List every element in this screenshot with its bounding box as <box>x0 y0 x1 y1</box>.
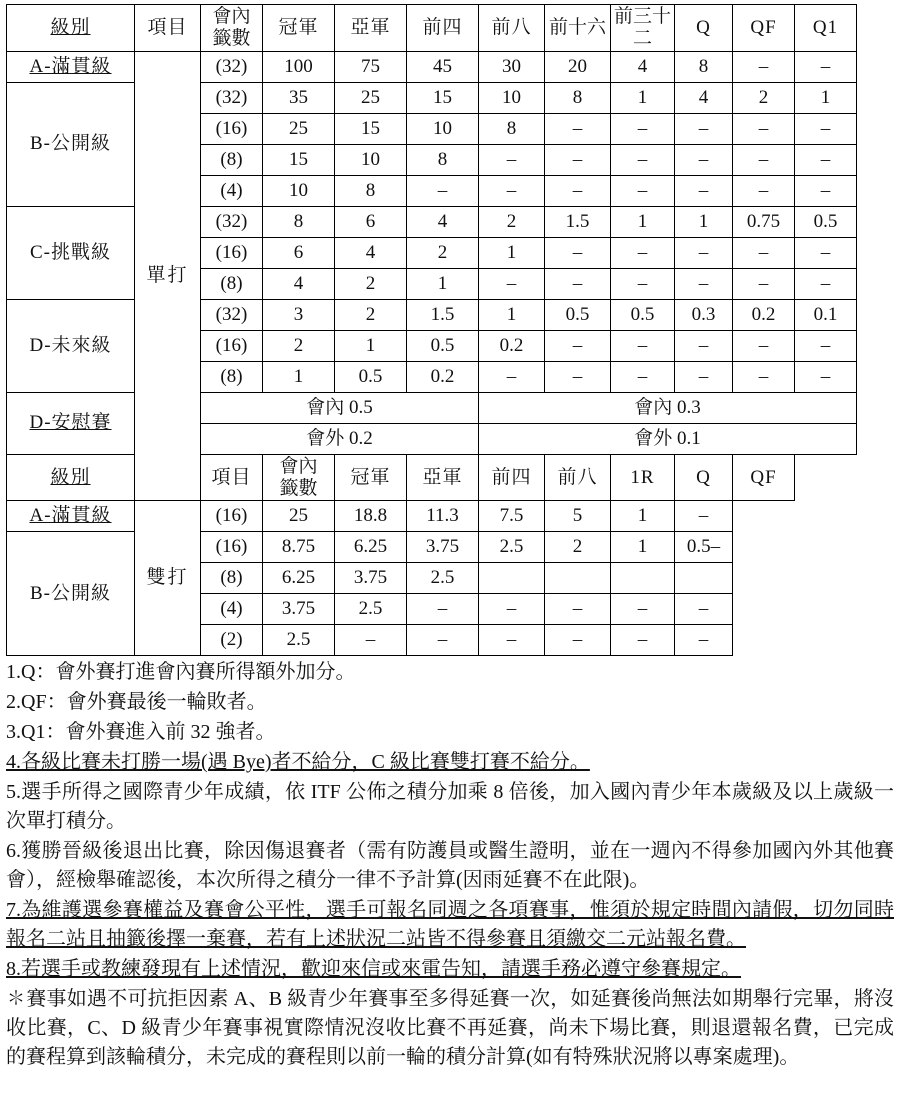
cell-q: 1 <box>675 206 733 237</box>
cell-runner-up: 8 <box>335 175 407 206</box>
cell-runner-up: 2.5 <box>335 594 407 625</box>
level-a: A-滿貫級 <box>7 51 135 82</box>
cell-champion: 4 <box>263 268 335 299</box>
cell-top4: 15 <box>407 82 479 113</box>
col-q-doubles: Q <box>675 454 733 501</box>
cell-top16: – <box>545 330 611 361</box>
cell-q <box>611 563 675 594</box>
cell-top16: 1.5 <box>545 206 611 237</box>
draw-size: (32) <box>201 51 263 82</box>
cell-top8: – <box>479 594 545 625</box>
cell-q: 1 <box>611 532 675 563</box>
col-runner-up: 亞軍 <box>335 5 407 52</box>
cell-1r: – <box>545 594 611 625</box>
col-q: Q <box>675 5 733 52</box>
cell-qf: – <box>675 501 733 532</box>
note-9: ✽賽事如遇不可抗拒因素 A、B 級青少年賽事至多得延賽一次，如延賽後尚無法如期舉行完畢，將沒收比賽，C、D 級青少年賽事視實際情況沒收比賽不再延賽，尚未下場比賽，則退還報名費，已完成的賽程算到該輪積分，未完成的賽程則以前一輪的積分計算(如有特殊狀況將以專案處理)。 <box>6 988 894 1069</box>
draw-size: (4) <box>201 175 263 206</box>
cell-q1: – <box>795 175 857 206</box>
cell-top8: 2.5 <box>479 532 545 563</box>
cell-q1: – <box>795 51 857 82</box>
cell-top4: 2.5 <box>407 563 479 594</box>
level-c: C-挑戰級 <box>7 206 135 299</box>
cell-top8: 10 <box>479 82 545 113</box>
cell-top16: – <box>545 144 611 175</box>
cell-runner-up: 3.75 <box>335 563 407 594</box>
cell-champion: 25 <box>263 113 335 144</box>
draw-size: (32) <box>201 206 263 237</box>
cell-top8: 1 <box>479 237 545 268</box>
cell-q: 0.3 <box>675 299 733 330</box>
cell-q1: 0.5 <box>795 206 857 237</box>
cell-qf <box>675 563 733 594</box>
col-runner-up-doubles: 亞軍 <box>407 454 479 501</box>
cell-q1: – <box>795 144 857 175</box>
col-draw-size-doubles-line2: 籤數 <box>279 477 318 499</box>
spacer-cell-10 <box>795 594 857 625</box>
cell-q: – <box>611 594 675 625</box>
cell-q: 4 <box>675 82 733 113</box>
level-b-doubles: B-公開級 <box>7 532 135 656</box>
note-1: 1.Q：會外賽打進會內賽所得額外加分。 <box>6 661 356 684</box>
level-d-consolation: D-安慰賽 <box>7 392 135 454</box>
cell-qf: – <box>675 625 733 656</box>
cell-champion: 1 <box>263 361 335 392</box>
col-level-doubles: 級別 <box>7 454 135 501</box>
col-draw-size-line1: 會內 <box>212 6 251 27</box>
col-1r-doubles: 1R <box>611 454 675 501</box>
cell-qf: – <box>733 113 795 144</box>
cell-top8: 1 <box>479 299 545 330</box>
cell-top32: 1 <box>611 82 675 113</box>
spacer-cell-5 <box>733 532 795 563</box>
cell-top4: 3.75 <box>407 532 479 563</box>
draw-size: (2) <box>201 625 263 656</box>
spacer-cell-12 <box>795 625 857 656</box>
cell-runner-up: 6.25 <box>335 532 407 563</box>
note-7: 7.為維護選參賽權益及賽會公平性，選手可報名同週之各項賽事，惟須於規定時間內請假，切勿同時報名二站且抽籤後擇一棄賽，若有上述狀況二站皆不得參賽且須繳交二元站報名費。 <box>6 899 894 951</box>
cell-q: 1 <box>611 501 675 532</box>
cell-top4: 1.5 <box>407 299 479 330</box>
cell-qf: – <box>733 361 795 392</box>
level-b: B-公開級 <box>7 82 135 206</box>
cell-top32: 4 <box>611 51 675 82</box>
table-header-row <box>7 5 894 52</box>
cell-q: – <box>675 330 733 361</box>
level-a-doubles: A-滿貫級 <box>7 501 135 532</box>
consolation-in-2: 會外 0.2 <box>201 423 479 454</box>
cell-qf: – <box>733 330 795 361</box>
col-qf: QF <box>733 5 795 52</box>
cell-top8: – <box>479 175 545 206</box>
note-3: 3.Q1：會外賽進入前 32 強者。 <box>6 721 276 744</box>
cell-q1: 0.1 <box>795 299 857 330</box>
cell-champion: 2.5 <box>263 625 335 656</box>
cell-champion: 3 <box>263 299 335 330</box>
cell-top32: 0.5 <box>611 299 675 330</box>
draw-size: (32) <box>201 299 263 330</box>
cell-top8 <box>479 563 545 594</box>
col-draw-size-doubles <box>263 454 335 501</box>
cell-champion: 3.75 <box>263 594 335 625</box>
cell-runner-up: – <box>335 625 407 656</box>
cell-qf: – <box>733 175 795 206</box>
cell-champion: 2 <box>263 330 335 361</box>
cell-champion: 35 <box>263 82 335 113</box>
cell-qf: – <box>733 268 795 299</box>
cell-q1: – <box>795 237 857 268</box>
cell-q: 8 <box>675 51 733 82</box>
draw-size: (8) <box>201 361 263 392</box>
spacer-cell-3 <box>733 501 795 532</box>
draw-size: (16) <box>201 330 263 361</box>
cell-qf: – <box>733 51 795 82</box>
event-singles: 單打 <box>135 51 201 501</box>
notes-section <box>6 658 894 1072</box>
cell-top16: – <box>545 361 611 392</box>
cell-qf: – <box>733 237 795 268</box>
cell-q: – <box>675 361 733 392</box>
spacer-cell-2 <box>857 454 894 501</box>
cell-runner-up: 6 <box>335 206 407 237</box>
cell-top16: – <box>545 268 611 299</box>
cell-top8: 30 <box>479 51 545 82</box>
cell-runner-up: 4 <box>335 237 407 268</box>
cell-top8: – <box>479 144 545 175</box>
cell-top32: – <box>611 237 675 268</box>
cell-top4: 0.5 <box>407 330 479 361</box>
draw-size: (16) <box>201 113 263 144</box>
cell-top4: – <box>407 625 479 656</box>
cell-top32: – <box>611 330 675 361</box>
cell-q1: – <box>795 268 857 299</box>
col-q1: Q1 <box>795 5 857 52</box>
cell-q1: – <box>795 113 857 144</box>
cell-q1: – <box>795 330 857 361</box>
draw-size: (8) <box>201 268 263 299</box>
cell-qf: – <box>733 144 795 175</box>
col-event-doubles: 項目 <box>201 454 263 501</box>
cell-top32: – <box>611 361 675 392</box>
cell-top16: – <box>545 175 611 206</box>
cell-champion: 6 <box>263 237 335 268</box>
spacer-cell-9 <box>733 594 795 625</box>
draw-size: (32) <box>201 82 263 113</box>
cell-champion: 8.75 <box>263 532 335 563</box>
table-row <box>7 501 894 532</box>
cell-runner-up: 1 <box>335 330 407 361</box>
level-d: D-未來級 <box>7 299 135 392</box>
cell-q1: 1 <box>795 82 857 113</box>
col-draw-size-doubles-line1: 會內 <box>279 455 318 477</box>
col-top16: 前十六 <box>545 5 611 52</box>
draw-size: (4) <box>201 594 263 625</box>
cell-runner-up: 15 <box>335 113 407 144</box>
draw-size: (8) <box>201 563 263 594</box>
cell-top4: 4 <box>407 206 479 237</box>
note-6: 6.獲勝晉級後退出比賽，除因傷退賽者（需有防護員或醫生證明，並在一週內不得參加國內外其他賽會），經檢舉確認後，本次所得之積分一律不予計算(因雨延賽不在此限)。 <box>6 840 894 892</box>
draw-size: (8) <box>201 144 263 175</box>
cell-q1: – <box>795 361 857 392</box>
col-champion: 冠軍 <box>263 5 335 52</box>
cell-1r: – <box>545 625 611 656</box>
cell-top16: 8 <box>545 82 611 113</box>
consolation-in-1: 會內 0.5 <box>201 392 479 423</box>
col-champion-doubles: 冠軍 <box>335 454 407 501</box>
cell-top32: – <box>611 268 675 299</box>
cell-top4: 8 <box>407 144 479 175</box>
cell-top16: 0.5 <box>545 299 611 330</box>
note-5: 5.選手所得之國際青少年成績，依 ITF 公佈之積分加乘 8 倍後，加入國內青少年本歲級及以上歲級一次單打積分。 <box>6 781 894 833</box>
singles-points-table <box>6 4 894 656</box>
spacer-cell-8 <box>795 563 857 594</box>
cell-1r <box>545 563 611 594</box>
cell-top4: 11.3 <box>407 501 479 532</box>
cell-top4: 1 <box>407 268 479 299</box>
cell-champion: 8 <box>263 206 335 237</box>
col-top8: 前八 <box>479 5 545 52</box>
cell-top8: 0.2 <box>479 330 545 361</box>
event-doubles: 雙打 <box>135 501 201 656</box>
cell-top16: 20 <box>545 51 611 82</box>
col-top4-doubles: 前四 <box>479 454 545 501</box>
cell-top4: – <box>407 175 479 206</box>
consolation-out-1: 會內 0.3 <box>479 392 857 423</box>
col-level: 級別 <box>7 5 135 52</box>
cell-runner-up: 10 <box>335 144 407 175</box>
cell-top4: 45 <box>407 51 479 82</box>
cell-top16: – <box>545 113 611 144</box>
spacer-cell-11 <box>733 625 795 656</box>
cell-runner-up: 25 <box>335 82 407 113</box>
cell-top32: – <box>611 144 675 175</box>
col-top32: 前三十二 <box>611 5 675 52</box>
cell-q: – <box>675 144 733 175</box>
cell-q: – <box>675 113 733 144</box>
note-4: 4.各級比賽未打勝一場(遇 Bye)者不給分，C 級比賽雙打賽不給分。 <box>6 751 590 774</box>
spacer-cell-7 <box>733 563 795 594</box>
cell-runner-up: 75 <box>335 51 407 82</box>
cell-top16: – <box>545 237 611 268</box>
cell-champion: 15 <box>263 144 335 175</box>
cell-top4: 0.2 <box>407 361 479 392</box>
draw-size: (16) <box>201 237 263 268</box>
spacer-cell-4 <box>795 501 857 532</box>
cell-champion: 100 <box>263 51 335 82</box>
cell-top8: 8 <box>479 113 545 144</box>
col-draw-size-line2: 籤數 <box>212 27 251 49</box>
note-2: 2.QF：會外賽最後一輪敗者。 <box>6 691 267 714</box>
cell-qf: 0.2 <box>733 299 795 330</box>
cell-top4: 10 <box>407 113 479 144</box>
cell-top4: – <box>407 594 479 625</box>
col-qf-doubles: QF <box>733 454 795 501</box>
cell-top8: 7.5 <box>479 501 545 532</box>
cell-champion: 10 <box>263 175 335 206</box>
cell-1r: 5 <box>545 501 611 532</box>
table-row <box>7 51 894 82</box>
cell-champion: 25 <box>263 501 335 532</box>
cell-top8: 2 <box>479 206 545 237</box>
cell-q: – <box>675 237 733 268</box>
cell-qf: – <box>675 594 733 625</box>
cell-top8: – <box>479 268 545 299</box>
cell-qf: 0.75 <box>733 206 795 237</box>
consolation-out-2: 會外 0.1 <box>479 423 857 454</box>
note-8: 8.若選手或教練發現有上述情況，歡迎來信或來電告知，請選手務必遵守參賽規定。 <box>6 958 741 981</box>
cell-top8: – <box>479 361 545 392</box>
col-event: 項目 <box>135 5 201 52</box>
spacer-cell-1 <box>795 454 857 501</box>
col-top4: 前四 <box>407 5 479 52</box>
cell-1r: 2 <box>545 532 611 563</box>
cell-runner-up: 0.5 <box>335 361 407 392</box>
cell-qf: 2 <box>733 82 795 113</box>
col-draw-size <box>201 5 263 52</box>
cell-top8: – <box>479 625 545 656</box>
cell-runner-up: 18.8 <box>335 501 407 532</box>
cell-top32: – <box>611 113 675 144</box>
cell-runner-up: 2 <box>335 299 407 330</box>
cell-top32: – <box>611 175 675 206</box>
cell-runner-up: 2 <box>335 268 407 299</box>
spacer-cell-6 <box>795 532 857 563</box>
cell-top32: 1 <box>611 206 675 237</box>
cell-q: – <box>611 625 675 656</box>
draw-size: (16) <box>201 532 263 563</box>
col-top8-doubles: 前八 <box>545 454 611 501</box>
cell-champion: 6.25 <box>263 563 335 594</box>
draw-size: (16) <box>201 501 263 532</box>
cell-top4: 2 <box>407 237 479 268</box>
cell-qf: 0.5– <box>675 532 733 563</box>
cell-q: – <box>675 268 733 299</box>
cell-q: – <box>675 175 733 206</box>
